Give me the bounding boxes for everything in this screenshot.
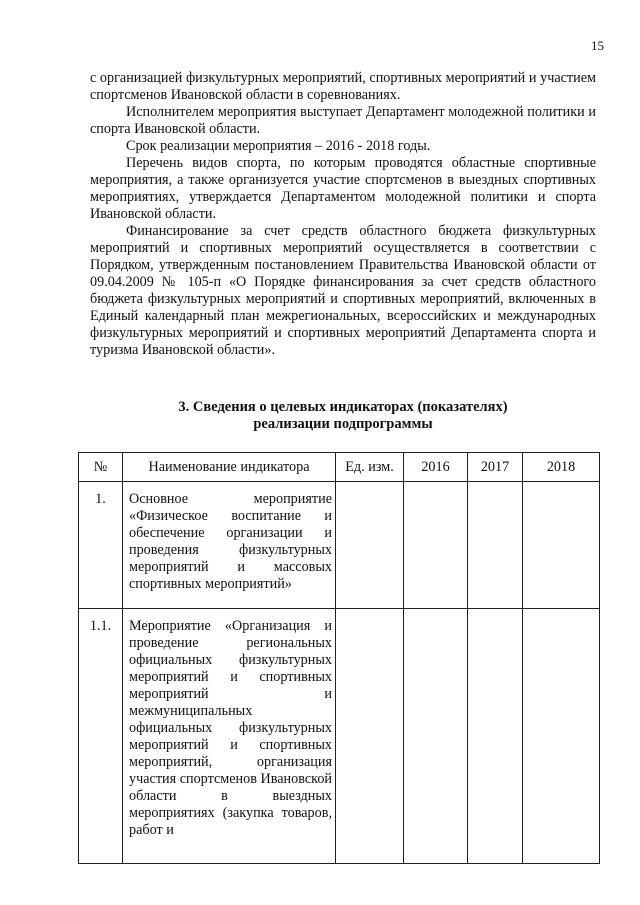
- paragraph-4: Перечень видов спорта, по которым проводятся областные спортивные мероприятия, а также организуется участие спортсменов в выездных спортивных мероприятиях, утверждается Департаментом молодежной политики и спорта Ивановской области.: [90, 155, 596, 222]
- section-heading: [90, 399, 596, 433]
- table-row: [79, 482, 600, 609]
- paragraph-1: с организацией физкультурных мероприятий, спортивных мероприятий и участием спортсменов Ивановской области в соревнованиях.: [90, 70, 596, 103]
- row-indicator-name: Мероприятие «Организация и проведение региональных официальных физкультурных мероприятий и спортивных мероприятий и межмуниципальных официальных физкультурных мероприятий и спортивных мероприятий, организация участия спортсменов Ивановской области в выездных мероприятиях (закупка товаров, работ и: [123, 609, 336, 864]
- page-number: 15: [591, 38, 604, 53]
- row-number: 1.1.: [79, 609, 123, 864]
- section-heading-line2: реализации подпрограммы: [253, 416, 433, 432]
- header-year-2018: 2018: [523, 453, 600, 482]
- header-indicator-name: Наименование индикатора: [123, 453, 336, 482]
- row-value-2018: [523, 482, 600, 609]
- table-header-row: [79, 453, 600, 482]
- header-year-2016: 2016: [404, 453, 468, 482]
- paragraph-3: Срок реализации мероприятия – 2016 - 2018 годы.: [126, 138, 431, 154]
- indicators-table: [78, 452, 600, 864]
- table-row: [79, 609, 600, 864]
- row-indicator-name: Основное мероприятие «Физическое воспитание и обеспечение организации и проведения физкультурных мероприятий и массовых спортивных мероприятий»: [123, 482, 336, 609]
- paragraph-2: Исполнителем мероприятия выступает Департамент молодежной политики и спорта Ивановской области.: [90, 104, 596, 137]
- row-value-2016: [404, 482, 468, 609]
- row-number: 1.: [79, 482, 123, 609]
- section-heading-line1: 3. Сведения о целевых индикаторах (показателях): [178, 399, 508, 415]
- header-year-2017: 2017: [468, 453, 523, 482]
- row-value-2016: [404, 609, 468, 864]
- row-value-2017: [468, 609, 523, 864]
- row-value-2018: [523, 609, 600, 864]
- header-unit: Ед. изм.: [336, 453, 404, 482]
- row-unit: [336, 609, 404, 864]
- row-unit: [336, 482, 404, 609]
- body-text: [90, 70, 596, 359]
- header-number: №: [79, 453, 123, 482]
- row-value-2017: [468, 482, 523, 609]
- paragraph-5: Финансирование за счет средств областного бюджета физкультурных мероприятий и спортивных мероприятий осуществляется в соответствии с Порядком, утвержденным постановлением Правительства Ивановской области от 09.04.2009 № 105-п «О Порядке финансирования за счет средств областного бюджета физкультурных мероприятий и спортивных мероприятий, включенных в Единый календарный план межрегиональных, всероссийских и международных физкультурных мероприятий и спортивных мероприятий Департамента спорта и туризма Ивановской области».: [90, 223, 596, 358]
